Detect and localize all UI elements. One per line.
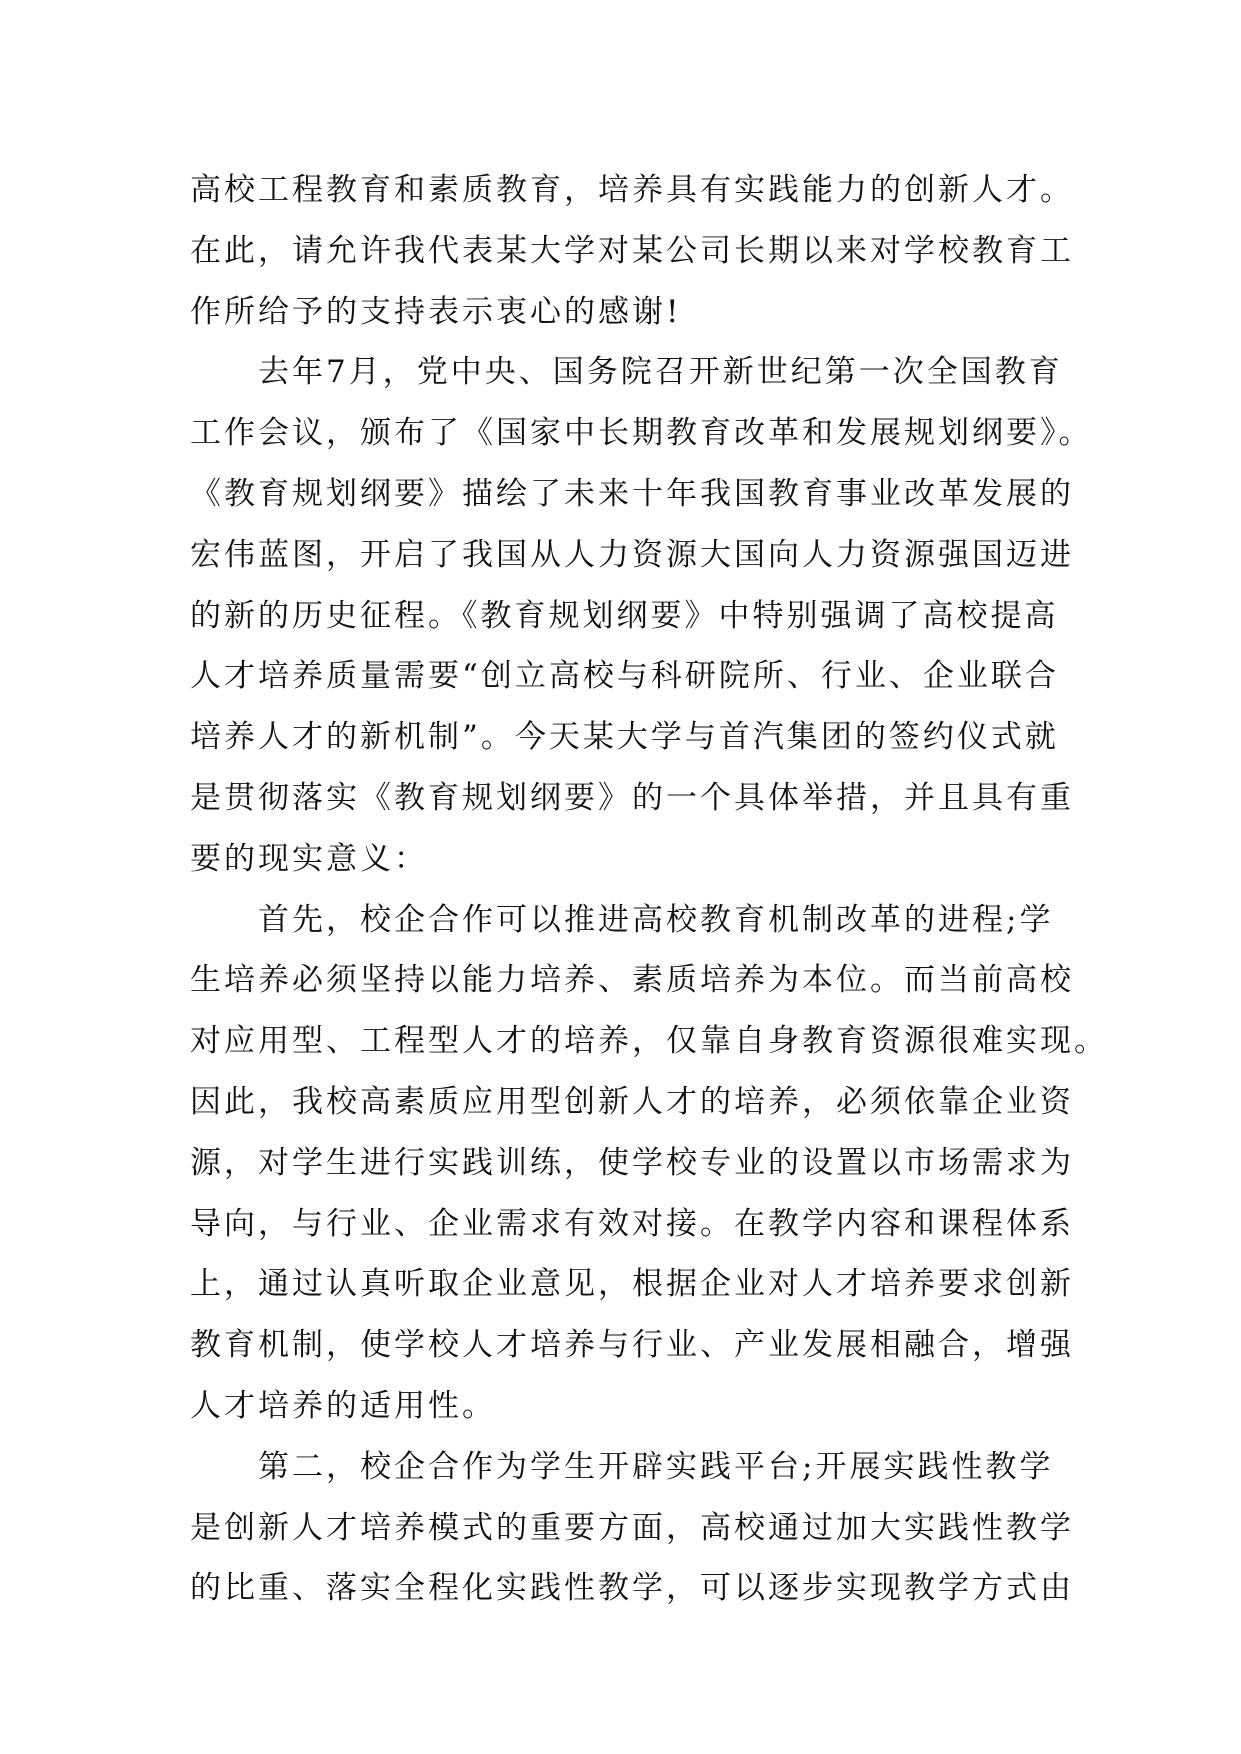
text-line: 作所给予的支持表示衷心的感谢! xyxy=(190,293,682,330)
text-line: 在此，请允许我代表某大学对某公司长期以来对学校教育工 xyxy=(190,232,1074,269)
text-line: 对应用型、工程型人才的培养，仅靠自身教育资源很难实现。 xyxy=(190,1023,1108,1060)
paragraph-first-line: 第二，校企合作为学生开辟实践平台;开展实践性教学 xyxy=(258,1448,1054,1485)
text-line: 《教育规划纲要》描绘了未来十年我国教育事业改革发展的 xyxy=(190,475,1074,512)
text-line: 人才培养质量需要“创立高校与科研院所、行业、企业联合 xyxy=(190,658,1059,695)
text-line: 的新的历史征程。《教育规划纲要》中特别强调了高校提高 xyxy=(190,597,1059,634)
text-line: 是贯彻落实《教育规划纲要》的一个具体举措，并且具有重 xyxy=(190,779,1074,816)
text-line: 宏伟蓝图，开启了我国从人力资源大国向人力资源强国迈进 xyxy=(190,536,1074,573)
paragraph-first-line: 首先，校企合作可以推进高校教育机制改革的进程;学 xyxy=(258,901,1054,938)
text-line: 因此，我校高素质应用型创新人才的培养，必须依靠企业资 xyxy=(190,1083,1074,1120)
text-line: 培养人才的新机制”。今天某大学与首汽集团的签约仪式就 xyxy=(190,719,1059,756)
text-line: 源，对学生进行实践训练，使学校专业的设置以市场需求为 xyxy=(190,1144,1074,1181)
paragraph-first-line: 去年7月，党中央、国务院召开新世纪第一次全国教育 xyxy=(258,354,1063,391)
text-line: 人才培养的适用性。 xyxy=(190,1387,496,1424)
text-line: 工作会议，颁布了《国家中长期教育改革和发展规划纲要》。 xyxy=(190,415,1093,452)
text-line: 是创新人才培养模式的重要方面，高校通过加大实践性教学 xyxy=(190,1509,1074,1546)
text-line: 上，通过认真听取企业意见，根据企业对人才培养要求创新 xyxy=(190,1266,1074,1303)
text-line: 导向，与行业、企业需求有效对接。在教学内容和课程体系 xyxy=(190,1205,1074,1242)
text-line: 的比重、落实全程化实践性教学，可以逐步实现教学方式由 xyxy=(190,1570,1074,1607)
document-body xyxy=(190,160,1108,1619)
text-line: 生培养必须坚持以能力培养、素质培养为本位。而当前高校 xyxy=(190,962,1074,999)
text-line: 要的现实意义： xyxy=(190,840,428,877)
text-line: 高校工程教育和素质教育，培养具有实践能力的创新人才。 xyxy=(190,172,1074,208)
text-line: 教育机制，使学校人才培养与行业、产业发展相融合，增强 xyxy=(190,1327,1074,1364)
